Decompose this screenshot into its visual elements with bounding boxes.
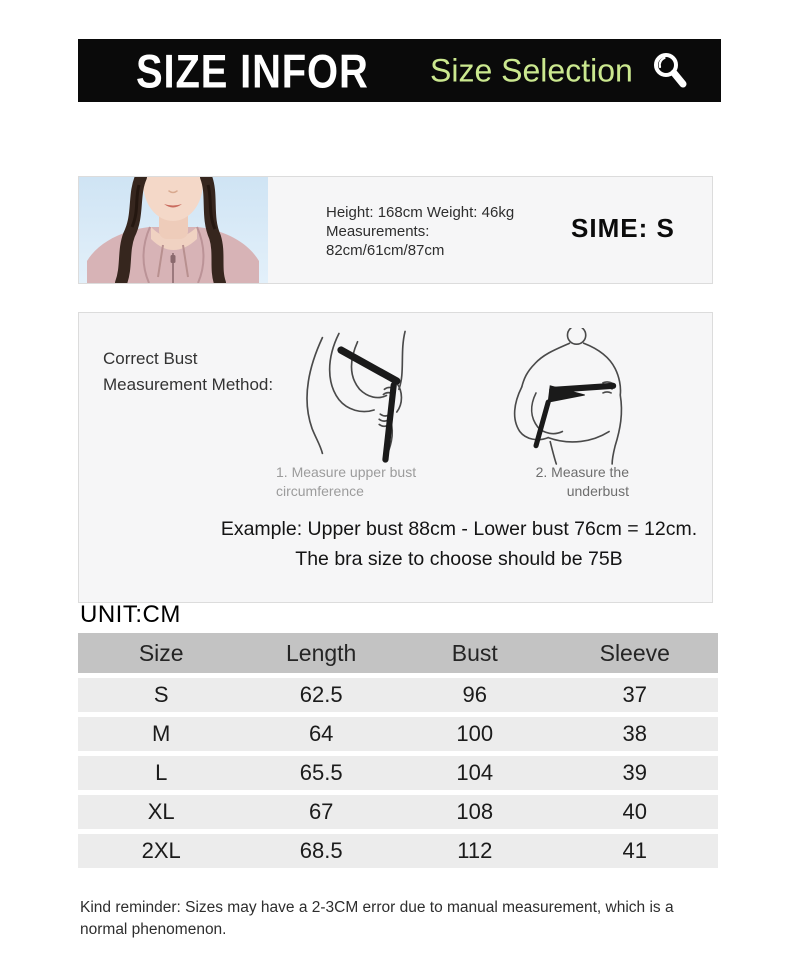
table-row-s (78, 678, 718, 712)
table-row-m (78, 717, 718, 751)
banner-subtitle: Size Selection (430, 52, 633, 88)
model-stats-line2: Measurements: (326, 223, 430, 240)
header-sleeve: Sleeve (599, 639, 670, 666)
model-info-panel (78, 176, 713, 284)
bra-size-example (219, 514, 699, 574)
guide-step1-line1: 1. Measure upper bust (276, 464, 417, 480)
size-table (78, 633, 718, 868)
header-length: Length (286, 639, 357, 666)
guide-step1-line2: circumference (276, 483, 364, 499)
underbust-measure-illustration (484, 328, 654, 465)
header-bust: Bust (451, 639, 498, 666)
cell-size: L (155, 760, 168, 785)
cell-size: 2XL (141, 838, 181, 863)
model-size-label: SIME: S (571, 213, 675, 243)
header-banner (78, 39, 721, 102)
guide-heading (103, 346, 273, 398)
cell-bust: 96 (462, 682, 488, 707)
model-stats-line3: 82cm/61cm/87cm (326, 242, 445, 259)
cell-length: 68.5 (299, 838, 343, 863)
cell-bust: 108 (456, 799, 494, 824)
table-row-xl (78, 795, 718, 829)
magnifier-icon (650, 50, 690, 94)
cell-sleeve: 40 (622, 799, 648, 824)
cell-length: 67 (308, 799, 334, 824)
cell-length: 65.5 (299, 760, 343, 785)
table-row-l (78, 756, 718, 790)
cell-bust: 100 (456, 721, 494, 746)
cell-sleeve: 39 (622, 760, 648, 785)
model-stats-line1: Height: 168cm Weight: 46kg (326, 204, 515, 221)
cell-size: M (152, 721, 171, 746)
guide-step1-caption (276, 463, 446, 501)
cell-sleeve: 37 (622, 682, 648, 707)
table-row-2xl (78, 834, 718, 868)
guide-heading-line2: Measurement Method: (103, 375, 274, 394)
guide-step2-line1: 2. Measure the (535, 464, 629, 480)
cell-length: 64 (308, 721, 334, 746)
guide-step2-caption (477, 463, 629, 501)
cell-size: S (153, 682, 169, 707)
unit-label: UNIT:CM (80, 601, 181, 628)
cell-bust: 104 (456, 760, 494, 785)
cell-sleeve: 38 (622, 721, 648, 746)
cell-length: 62.5 (299, 682, 343, 707)
banner-title: SIZE INFOR (136, 44, 369, 97)
example-line2: The bra size to choose should be 75B (295, 548, 623, 570)
cell-size: XL (147, 799, 175, 824)
guide-step2-line2: underbust (566, 483, 629, 499)
guide-heading-line1: Correct Bust (103, 349, 198, 368)
size-table-header (78, 633, 718, 673)
kind-reminder: Kind reminder: Sizes may have a 2-3CM error due to manual measurement, which is a normal phenomenon. (80, 899, 674, 938)
cell-bust: 112 (457, 838, 493, 863)
measurement-guide-panel (78, 312, 713, 603)
cell-sleeve: 41 (622, 838, 648, 863)
upper-bust-measure-illustration (279, 325, 434, 465)
header-size: Size (138, 639, 184, 666)
example-line1: Example: Upper bust 88cm - Lower bust 76cm = 12cm. (220, 518, 698, 540)
model-measurements (326, 203, 514, 260)
